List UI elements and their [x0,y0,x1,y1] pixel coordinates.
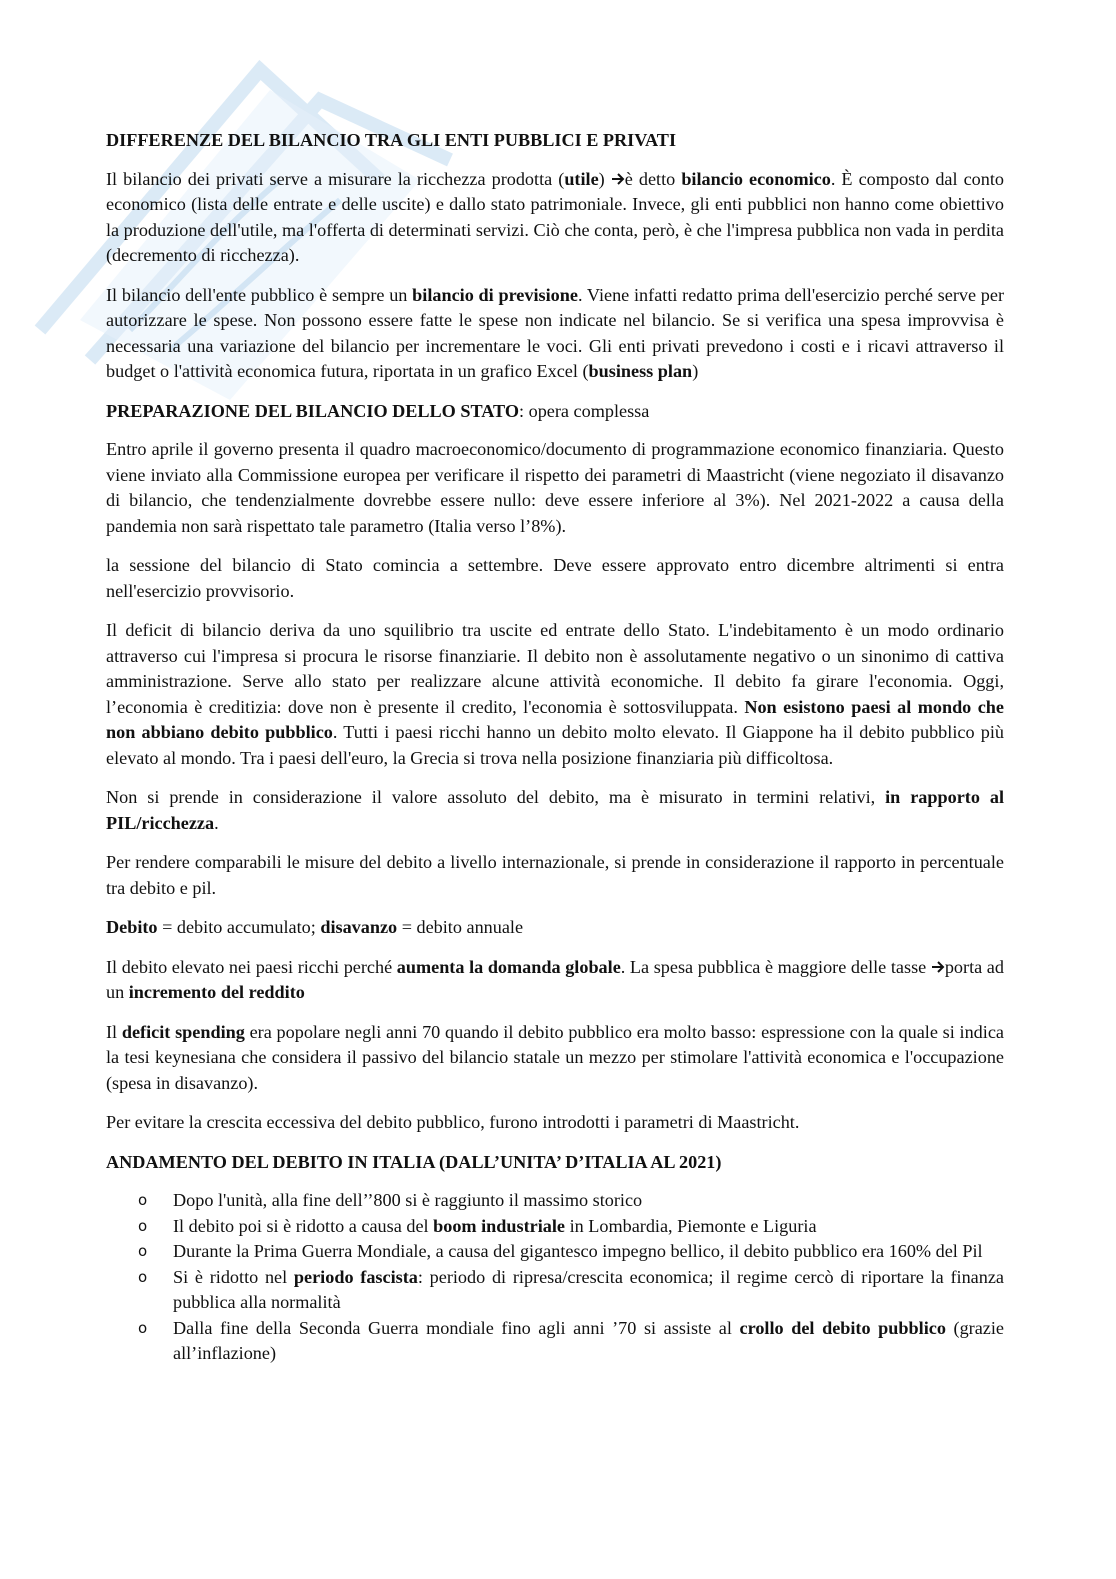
paragraph-misure-comparabili: Per rendere comparabili le misure del debito a livello internazionale, si prende in considerazione il rapporto in percentuale tra debito e pil. [106,852,1004,898]
paragraph-deficit: Il deficit di bilancio deriva da uno squilibrio tra uscite ed entrate dello Stato. L'indebitamento è un modo ordinario attraverso cui l'impresa si procura le risorse finanziarie. Il debito non è assolutamente negativo o un sinonimo di cattiva amministrazione. Serve allo stato per realizzare alcune attività economiche. Il debito fa girare l'economia. Oggi, l’economia è creditizia: dove non è presente il credito, l'economia è sottosviluppata. Non esistono paesi al mondo che non abbiano debito pubblico. Tutti i paesi ricchi hanno un debito molto elevato. Il Giappone ha il debito pubblico più elevato al mondo. Tra i paesi dell'euro, la Grecia si trova nella posizione finanziaria più difficoltosa. [106,620,1004,768]
section-title-andamento: ANDAMENTO DEL DEBITO IN ITALIA (DALL’UNITA’ D’ITALIA AL 2021) [106,1151,722,1172]
document-page [106,128,1004,1367]
list-item: o Il debito poi si è ridotto a causa del boom industriale in Lombardia, Piemonte e Liguria [106,1214,1004,1240]
paragraph-debito-disavanzo: Debito = debito accumulato; disavanzo = debito annuale [106,917,524,937]
section-title-differenze: DIFFERENZE DEL BILANCIO TRA GLI ENTI PUBBLICI E PRIVATI [106,130,677,150]
bullet-icon: o [138,1318,148,1337]
bullet-icon: o [138,1242,148,1260]
paragraph-maastricht: Per evitare la crescita eccessiva del debito pubblico, furono introdotti i parametri di Maastricht. [106,1112,800,1132]
paragraph-bilancio-pubblico: Il bilancio dell'ente pubblico è sempre un bilancio di previsione. Viene infatti redatto prima dell'esercizio perché serve per autorizzare le spese. Non possono essere fatte le spese non indicate nel bilancio. Se si verifica una spesa improvvisa è necessaria una variazione del bilancio per incrementare le voci. Gli enti privati prevedono i costi e i ricavi attraverso il budget o l'attività economica futura, riportata in un grafico Excel (business plan) [106,284,1005,381]
paragraph-valore-assoluto: Non si prende in considerazione il valore assoluto del debito, ma è misurato in termini relativi, in rapporto al PIL/ricchezza. [106,787,1004,833]
paragraph-bilancio-privati: Il bilancio dei privati serve a misurare la ricchezza prodotta (utile) è detto bilancio economico. È composto dal conto economico (lista delle entrate e delle uscite) e dallo stato patrimoniale. Invece, gli enti pubblici non hanno come obiettivo la produzione dell'utile, ma l'offerta di determinati servizi. Ciò che conta, però, è che l'impresa pubblica non vada in perdita (decremento di ricchezza). [106,168,1004,265]
bullet-icon: o [138,1191,148,1209]
andamento-list [106,1188,1004,1367]
list-item: o Dalla fine della Seconda Guerra mondiale fino agli anni ’70 si assiste al crollo del debito pubblico (grazie all’inflazione) [138,1317,1005,1363]
paragraph-debito-elevato: Il debito elevato nei paesi ricchi perché aumenta la domanda globale. La spesa pubblica è maggiore delle tasse porta ad un incremento del reddito [106,956,1004,1002]
paragraph-entro-aprile: Entro aprile il governo presenta il quadro macroeconomico/documento di programmazione economico finanziaria. Questo viene inviato alla Commissione europea per verificare il rispetto dei parametri di Maastricht (viene negoziato il disavanzo di bilancio, che tendenzialmente dovrebbe essere nullo: deve essere inferiore al 3%). Nel 2021-2022 a causa della pandemia non sarà rispettato tale parametro (Italia verso l’8%). [106,439,1004,536]
right-arrow-icon [611,172,625,186]
section-title-preparazione: PREPARAZIONE DEL BILANCIO DELLO STATO: opera complessa [106,400,650,421]
right-arrow-icon [931,960,945,974]
list-item: o Dopo l'unità, alla fine dell’’800 si è raggiunto il massimo storico [106,1188,1004,1214]
paragraph-sessione-bilancio: la sessione del bilancio di Stato comincia a settembre. Deve essere approvato entro dicembre altrimenti si entra nell'esercizio provvisorio. [106,555,1004,601]
list-item: o Si è ridotto nel periodo fascista: periodo di ripresa/crescita economica; il regime cercò di riportare la finanza pubblica alla normalità [138,1266,1004,1312]
paragraph-deficit-spending: Il deficit spending era popolare negli anni 70 quando il debito pubblico era molto basso: espressione con la quale si indica la tesi keynesiana che considera il passivo del bilancio statale un mezzo per stimolare l'attività economica e l'occupazione (spesa in disavanzo). [106,1021,1004,1093]
bullet-icon: o [138,1267,148,1286]
bullet-icon: o [138,1216,148,1235]
list-item: o Durante la Prima Guerra Mondiale, a causa del gigantesco impegno bellico, il debito pubblico era 160% del Pil [106,1239,1004,1265]
